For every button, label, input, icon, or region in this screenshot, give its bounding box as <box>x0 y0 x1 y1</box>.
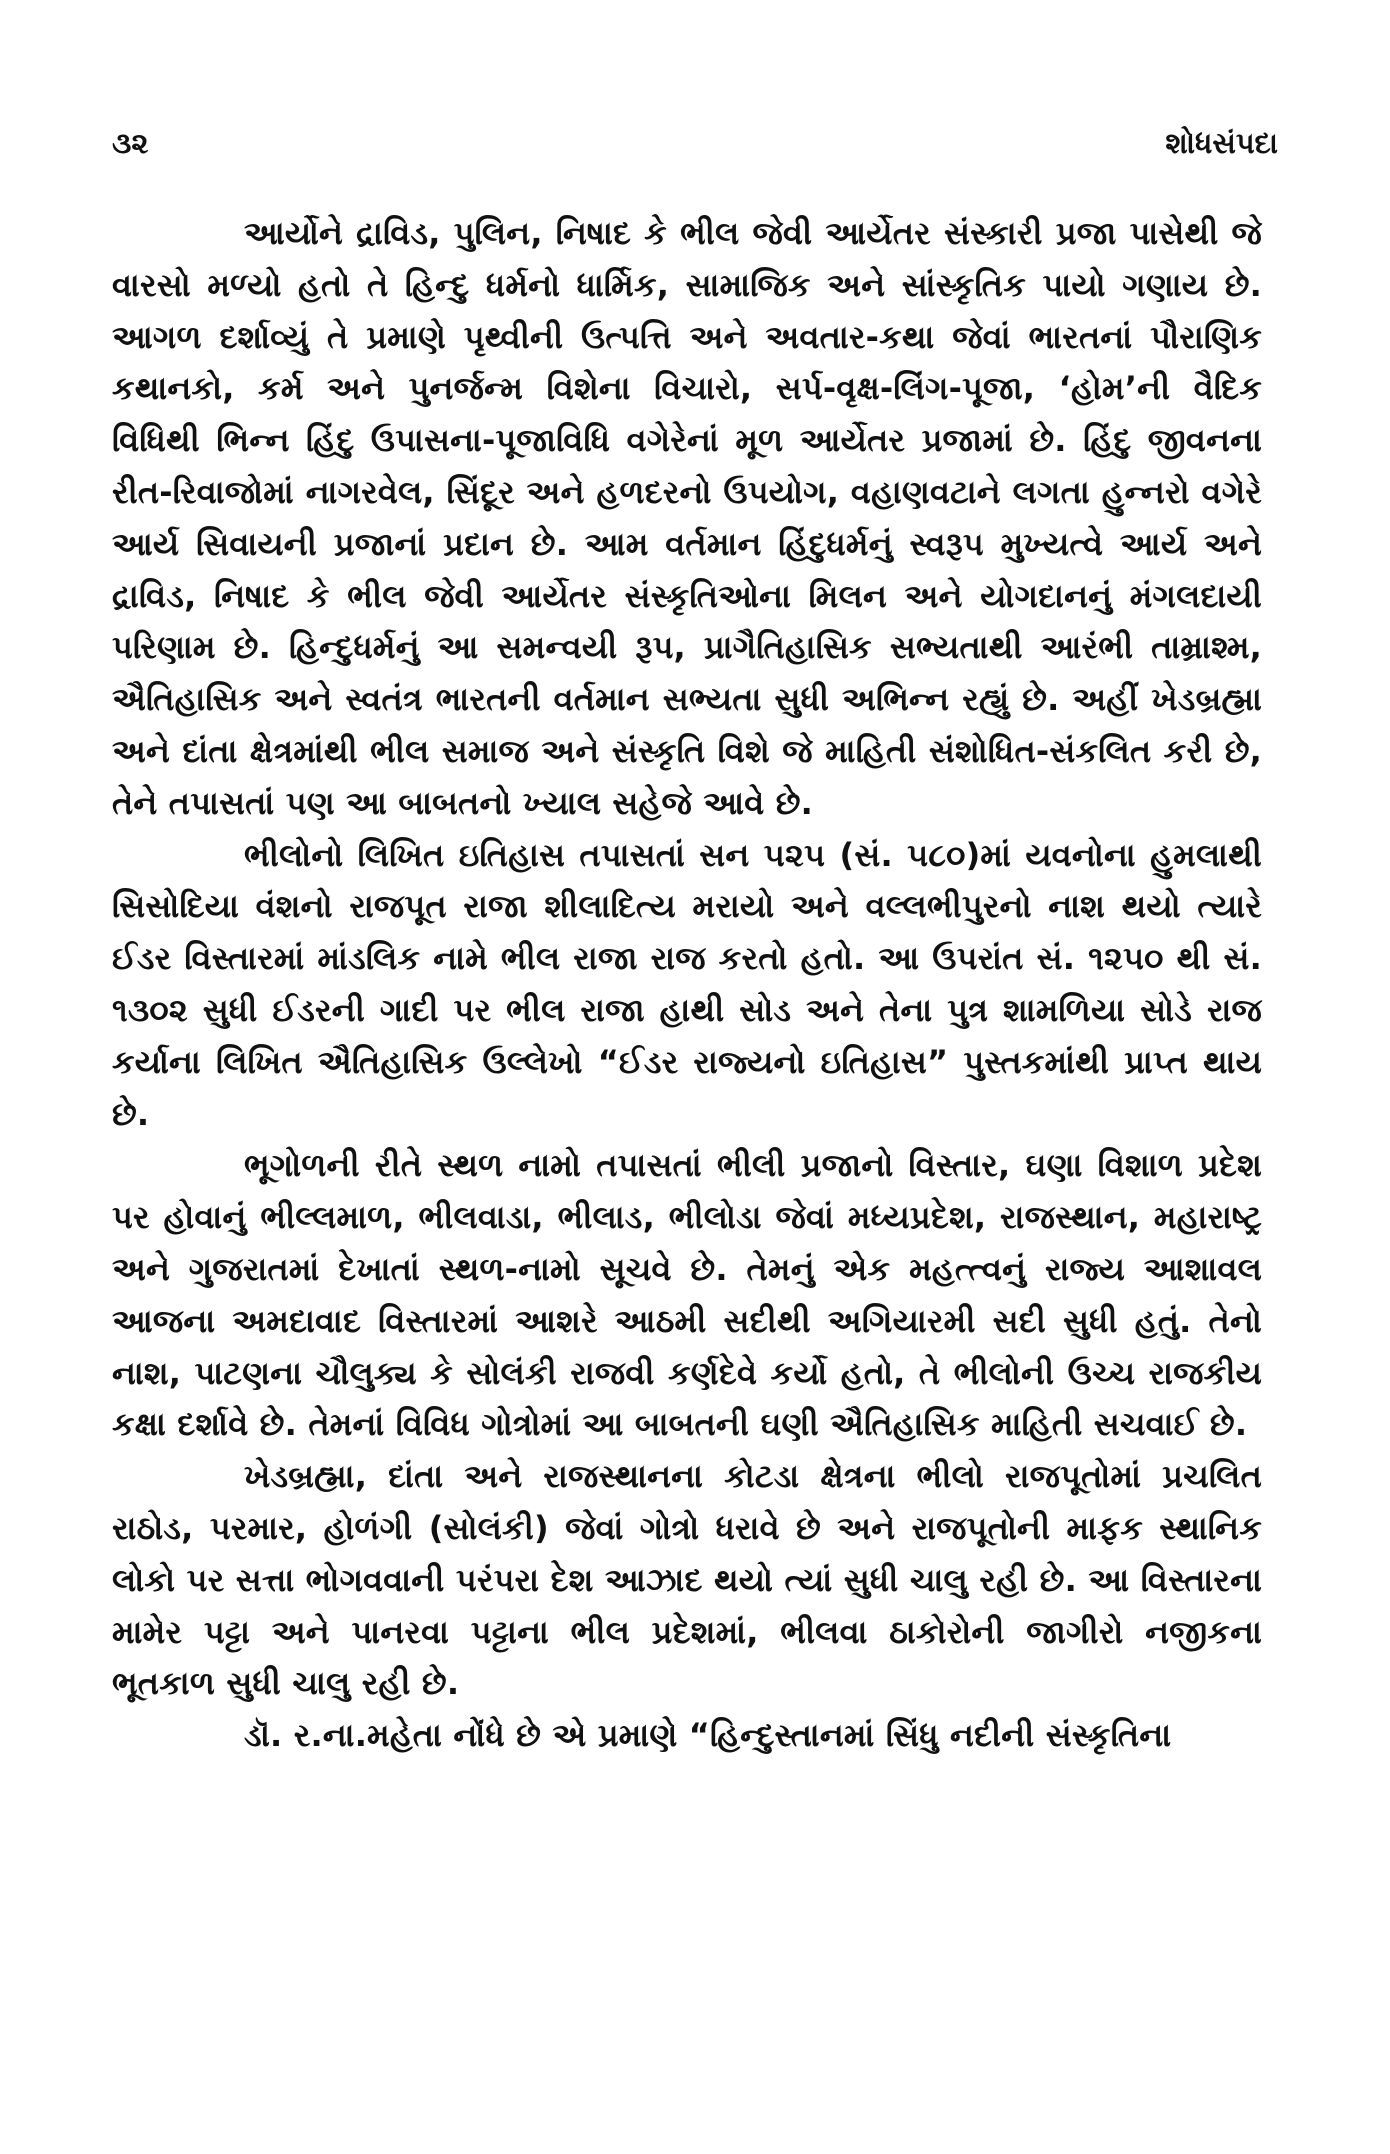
paragraph: આર્યોને દ્રાવિડ, પુલિન, નિષાદ કે ભીલ જેવી આર્યેતર સંસ્કારી પ્રજા પાસેથી જે વારસો મળ્યો હતો તે હિન્દુ ધર્મનો ધાર્મિક, સામાજિક અને સાંસ્કૃતિક પાયો ગણાય છે. આગળ દર્શાવ્યું તે પ્રમાણે પૃથ્વીની ઉત્પત્તિ અને અવતાર-કથા જેવાં ભારતનાં પૌરાણિક કથાનકો, કર્મ અને પુનર્જન્મ વિશેના વિચારો, સર્પ-વૃક્ષ-લિંગ-પૂજા, ‘હોમ’ની વૈદિક વિધિથી ભિન્ન હિંદુ ઉપાસના-પૂજાવિધિ વગેરેનાં મૂળ આર્યેતર પ્રજામાં છે. હિંદુ જીવનના રીત-રિવાજોમાં નાગરવેલ, સિંદૂર અને હળદરનો ઉપયોગ, વહાણવટાને લગતા હુન્નરો વગેરે આર્ય સિવાયની પ્રજાનાં પ્રદાન છે. આમ વર્તમાન હિંદુધર્મનું સ્વરૂપ મુખ્યત્વે આર્ય અને દ્રાવિડ, નિષાદ કે ભીલ જેવી આર્યેતર સંસ્કૃતિઓના મિલન અને યોગદાનનું મંગલદાયી પરિણામ છે. હિન્દુધર્મનું આ સમન્વયી રૂપ, પ્રાગૈતિહાસિક સભ્યતાથી આરંભી તામ્રાશ્મ, ઐતિહાસિક અને સ્વતંત્ર ભારતની વર્તમાન સભ્યતા સુધી અભિન્ન રહ્યું છે. અહીં ખેડબ્રહ્મા અને દાંતા ક્ષેત્રમાંથી ભીલ સમાજ અને સંસ્કૃતિ વિશે જે માહિતી સંશોધિત-સંકલિત કરી છે, તેને તપાસતાં પણ આ બાબતનો ખ્યાલ સહેજે આવે છે. <box>112 214 1262 822</box>
running-title: શોધસંપદા <box>1165 126 1278 160</box>
page-number: ૩૨ <box>112 126 149 160</box>
body-text <box>112 208 1262 1762</box>
page-header <box>112 126 1278 174</box>
paragraph: ભૂગોળની રીતે સ્થળ નામો તપાસતાં ભીલી પ્રજાનો વિસ્તાર, ઘણા વિશાળ પ્રદેશ પર હોવાનું ભીલ્લમાળ, ભીલવાડા, ભીલાડ, ભીલોડા જેવાં મધ્યપ્રદેશ, રાજસ્થાન, મહારાષ્ટ્ર અને ગુજરાતમાં દેખાતાં સ્થળ-નામો સૂચવે છે. તેમનું એક મહત્ત્વનું રાજ્ય આશાવલ આજના અમદાવાદ વિસ્તારમાં આશરે આઠમી સદીથી અગિયારમી સદી સુધી હતું. તેનો નાશ, પાટણના ચૌલુક્ય કે સોલંકી રાજવી કર્ણદેવે કર્યો હતો, તે ભીલોની ઉચ્ચ રાજકીય કક્ષા દર્શાવે છે. તેમનાં વિવિધ ગોત્રોમાં આ બાબતની ઘણી ઐતિહાસિક માહિતી સચવાઈ છે. <box>112 1146 1262 1444</box>
paragraph: ડૉ. ર.ના.મહેતા નોંધે છે એ પ્રમાણે “હિન્દુસ્તાનમાં સિંધુ નદીની સંસ્કૃતિના <box>244 1716 1172 1755</box>
paragraph: ખેડબ્રહ્મા, દાંતા અને રાજસ્થાનના કોટડા ક્ષેત્રના ભીલો રાજપૂતોમાં પ્રચલિત રાઠોડ, પરમાર, હોળંગી (સોલંકી) જેવાં ગોત્રો ધરાવે છે અને રાજપૂતોની માફક સ્થાનિક લોકો પર સત્તા ભોગવવાની પરંપરા દેશ આઝાદ થયો ત્યાં સુધી ચાલુ રહી છે. આ વિસ્તારના મામેર પટ્ટા અને પાનરવા પટ્ટાના ભીલ પ્રદેશમાં, ભીલવા ઠાકોરોની જાગીરો નજીકના ભૂતકાળ સુધી ચાલુ રહી છે. <box>112 1457 1262 1703</box>
paragraph: ભીલોનો લિખિત ઇતિહાસ તપાસતાં સન ૫૨૫ (સં. ૫૮૦)માં યવનોના હુમલાથી સિસોદિયા વંશનો રાજપૂત રાજા શીલાદિત્ય મરાયો અને વલ્લભીપુરનો નાશ થયો ત્યારે ઈડર વિસ્તારમાં માંડલિક નામે ભીલ રાજા રાજ કરતો હતો. આ ઉપરાંત સં. ૧૨૫૦ થી સં. ૧૩૦૨ સુધી ઈડરની ગાદી પર ભીલ રાજા હાથી સોડ અને તેના પુત્ર શામળિયા સોડે રાજ કર્યાના લિખિત ઐતિહાસિક ઉલ્લેખો “ઈડર રાજ્યનો ઇતિહાસ” પુસ્તકમાંથી પ્રાપ્ત થાય છે. <box>112 835 1262 1133</box>
